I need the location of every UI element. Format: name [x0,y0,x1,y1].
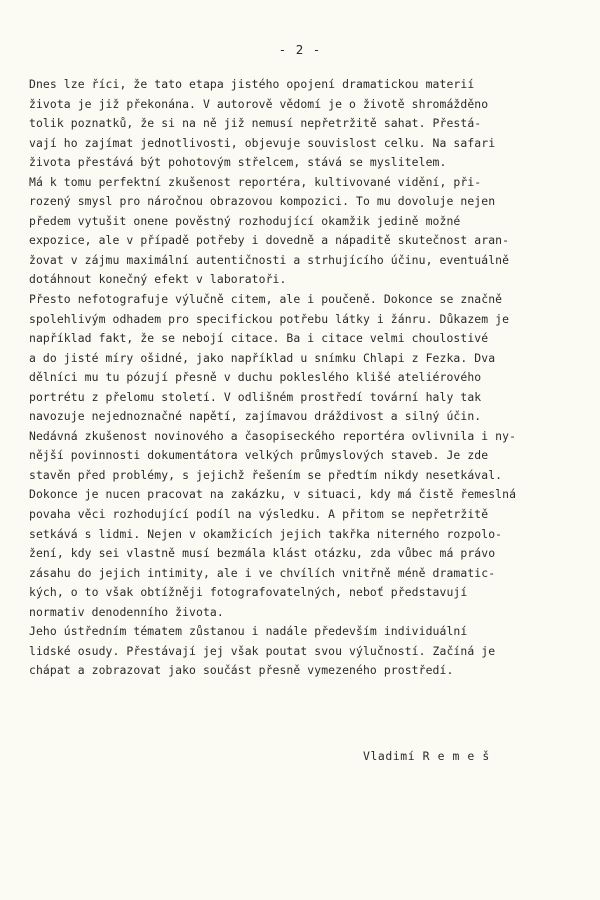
text-line: vají ho zajímat jednotlivosti, objevuje souvislost celku. Na safari [29,135,496,150]
text-line: dotáhnout konečný efekt v laboratoři. [29,272,287,287]
text-line: portrétu z přelomu století. V odlišném prostředí tovární haly tak [29,389,482,404]
text-line: Jeho ústředním tématem zůstanou i nadále především individuální [29,624,468,639]
text-line: spolehlivým odhadem pro specifickou potřebu látky i žánru. Důkazem je [29,311,510,326]
text-line: života je již překonána. V autorově vědomí je o životě shromážděno [29,96,489,111]
body-text [29,75,600,681]
text-line: normativ denodenního života. [29,604,224,619]
text-line: expozice, ale v případě potřeby i dovedně a nápaditě skutečnost aran- [29,233,510,248]
author-signature: Vladimí R e m e š [363,749,490,763]
text-line: zásahu do jejich intimity, ale i ve chvílích vnitřně méně dramatic- [29,565,496,580]
text-line: kých, o to však obtížněji fotografovatelných, neboť představují [29,585,468,600]
text-line: Dokonce je nucen pracovat na zakázku, v situaci, kdy má čistě řemeslná [29,487,517,502]
text-line: Nedávná zkušenost novinového a časopiseckého reportéra ovlivnila i ny- [29,428,517,443]
text-line: Dnes lze říci, že tato etapa jistého opojení dramatickou materií [29,77,475,91]
text-line: nější povinnosti dokumentátora velkých průmyslových staveb. Je zde [29,448,489,463]
text-line: stavěn před problémy, s jejichž řešením se předtím nikdy nesetkával. [29,467,503,482]
text-line: předem vytušit onene pověstný rozhodující okamžik jedině možné [29,213,461,228]
text-line: a do jisté míry ošidné, jako například u snímku Chlapi z Fezka. Dva [29,350,496,365]
text-line: dělníci mu tu pózují přesně v duchu pokleslého klišé ateliérového [29,370,482,385]
page-number: - 2 - [278,42,322,57]
text-line: rozený smysl pro náročnou obrazovou kompozici. To mu dovoluje nejen [29,194,496,209]
text-line: chápat a zobrazovat jako součást přesně vymezeného prostředí. [29,663,454,678]
text-line: lidské osudy. Přestávají jej však poutat svou výlučností. Začíná je [29,643,496,658]
text-line: Má k tomu perfektní zkušenost reportéra, kultivované vidění, při- [29,174,482,189]
text-line: života přestává být pohotovým střelcem, stává se myslitelem. [29,155,447,170]
text-line: Přesto nefotografuje výlučně citem, ale i poučeně. Dokonce se značně [29,292,503,307]
text-line: tolik poznatků, že si na ně již nemusí nepřetržitě sahat. Přestá- [29,116,482,131]
text-line: například fakt, že se nebojí citace. Ba i citace velmi choulostivé [29,331,489,346]
text-line: žovat v zájmu maximální autentičnosti a strhujícího účinu, eventuálně [29,252,510,267]
text-line: navozuje nejednoznačné napětí, zajímavou dráždivost a silný účin. [29,409,482,424]
text-line: povaha věci rozhodující podíl na výsledku. A přitom se nepřetržitě [29,507,489,522]
text-line: žení, kdy sei vlastně musí bezmála klást otázku, zda vůbec má právo [29,546,496,561]
text-line: setkává s lidmi. Nejen v okamžicích jejich takřka niterného rozpolo- [29,526,503,541]
